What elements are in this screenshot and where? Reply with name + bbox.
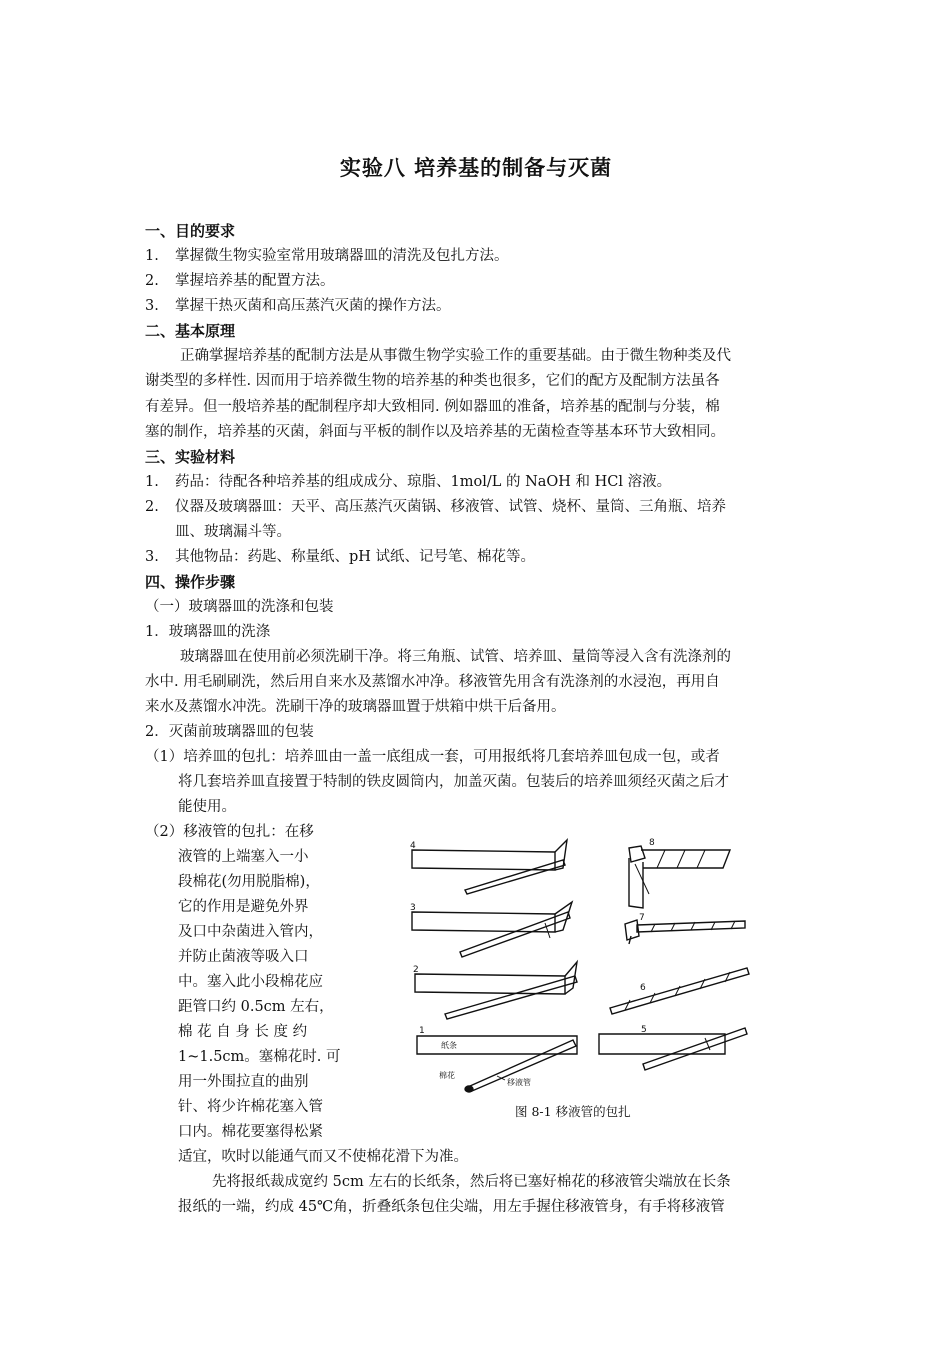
paragraph-line: 塞的制作，培养基的灭菌，斜面与平板的制作以及培养基的无菌检查等基本环节大致相同。 (145, 424, 725, 440)
paragraph-line: （1）培养皿的包扎：培养皿由一盖一底组成一套，可用报纸将几套培养皿包成一包，或者 (145, 749, 720, 765)
figure-step-label: 7 (639, 913, 645, 923)
paragraph-line: 能使用。 (178, 799, 236, 815)
subsection-heading: 2．灭菌前玻璃器皿的包装 (145, 724, 314, 740)
cotton-label: 棉花 (439, 1071, 455, 1080)
paragraph-line: 来水及蒸馏水冲洗。洗刷干净的玻璃器皿置于烘箱中烘干后备用。 (145, 699, 566, 715)
list-item: 1. 药品：待配各种培养基的组成成分、琼脂、1mol/L 的 NaOH 和 HCl 溶液。 (145, 474, 672, 490)
paragraph-line: 正确掌握培养基的配制方法是从事微生物学实验工作的重要基础。由于微生物种类及代 (180, 348, 731, 364)
paragraph-line: 1~1.5cm。塞棉花时. 可 (178, 1049, 341, 1065)
pipette-label: 移液管 (507, 1078, 531, 1087)
subsection-heading: 1．玻璃器皿的洗涤 (145, 624, 271, 640)
figure-step-label: 2 (413, 965, 419, 975)
figure-step-label: 4 (410, 841, 416, 851)
paragraph-line: 口内。棉花要塞得松紧 (178, 1124, 323, 1140)
section-heading-principles: 二、基本原理 (145, 322, 236, 340)
paragraph-line: 水中. 用毛刷刷洗，然后用自来水及蒸馏水冲净。移液管先用含有洗涤剂的水浸泡，再用自 (145, 674, 720, 690)
paragraph-line: 谢类型的多样性. 因而用于培养微生物的培养基的种类也很多，它们的配方及配制方法虽各 (145, 373, 720, 389)
figure-step-label: 3 (410, 903, 416, 913)
paragraph-line: 适宜，吹时以能通气而又不使棉花滑下为准。 (178, 1149, 468, 1165)
paragraph-line: 棉 花 自 身 长 度 约 (178, 1024, 308, 1040)
list-item: 2. 仪器及玻璃器皿：天平、高压蒸汽灭菌锅、移液管、试管、烧杯、量筒、三角瓶、培养 (145, 499, 726, 515)
paragraph-line: 它的作用是避免外界 (178, 899, 309, 915)
list-item: 3. 掌握干热灭菌和高压蒸汽灭菌的操作方法。 (145, 298, 451, 314)
subsection-heading: （一）玻璃器皿的洗涤和包装 (145, 599, 334, 615)
list-item: 3. 其他物品：药匙、称量纸、pH 试纸、记号笔、棉花等。 (145, 549, 536, 565)
list-item-continuation: 皿、玻璃漏斗等。 (175, 524, 291, 540)
figure-step-label: 6 (640, 983, 646, 993)
section-heading-materials: 三、实验材料 (145, 448, 236, 466)
list-item: 2. 掌握培养基的配置方法。 (145, 273, 335, 289)
section-heading-procedure: 四、操作步骤 (145, 573, 236, 591)
paragraph-line: 液管的上端塞入一小 (178, 849, 309, 865)
paragraph-line: 有差异。但一般培养基的配制程序却大致相同. 例如器皿的准备，培养基的配制与分装，棉 (145, 399, 720, 415)
paragraph-line: 并防止菌液等吸入口 (178, 949, 309, 965)
paper-strip-label: 纸条 (441, 1041, 457, 1050)
paragraph-line: 距管口约 0.5cm 左右， (178, 999, 334, 1015)
figure-caption: 图 8-1 移液管的包扎 (515, 1104, 631, 1119)
paragraph-line: 先将报纸裁成宽约 5cm 左右的长纸条，然后将已塞好棉花的移液管尖端放在长条 (212, 1174, 731, 1190)
paragraph-line: 中。塞入此小段棉花应 (178, 974, 323, 990)
pipette-wrapping-figure (405, 828, 755, 1128)
figure-step-label: 5 (641, 1025, 647, 1035)
section-heading-objectives: 一、目的要求 (145, 222, 236, 240)
figure-step-label: 1 (419, 1026, 425, 1036)
paragraph-line: 段棉花(勿用脱脂棉)， (178, 874, 320, 890)
paragraph-line: 用一外围拉直的曲别 (178, 1074, 309, 1090)
page-title: 实验八 培养基的制备与灭菌 (339, 155, 613, 180)
paragraph-line: 及口中杂菌进入管内， (178, 924, 323, 940)
figure-step-label: 8 (649, 838, 655, 848)
paragraph-line: 将几套培养皿直接置于特制的铁皮圆筒内，加盖灭菌。包装后的培养皿须经灭菌之后才 (178, 774, 729, 790)
list-item: 1. 掌握微生物实验室常用玻璃器皿的清洗及包扎方法。 (145, 248, 509, 264)
paragraph-line: 报纸的一端，约成 45℃角，折叠纸条包住尖端，用左手握住移液管身，有手将移液管 (178, 1199, 725, 1215)
paragraph-line: 玻璃器皿在使用前必须洗刷干净。将三角瓶、试管、培养皿、量筒等浸入含有洗涤剂的 (180, 649, 731, 665)
paragraph-line: 针、将少许棉花塞入管 (178, 1099, 323, 1115)
paragraph-line: （2）移液管的包扎：在移 (145, 824, 314, 840)
